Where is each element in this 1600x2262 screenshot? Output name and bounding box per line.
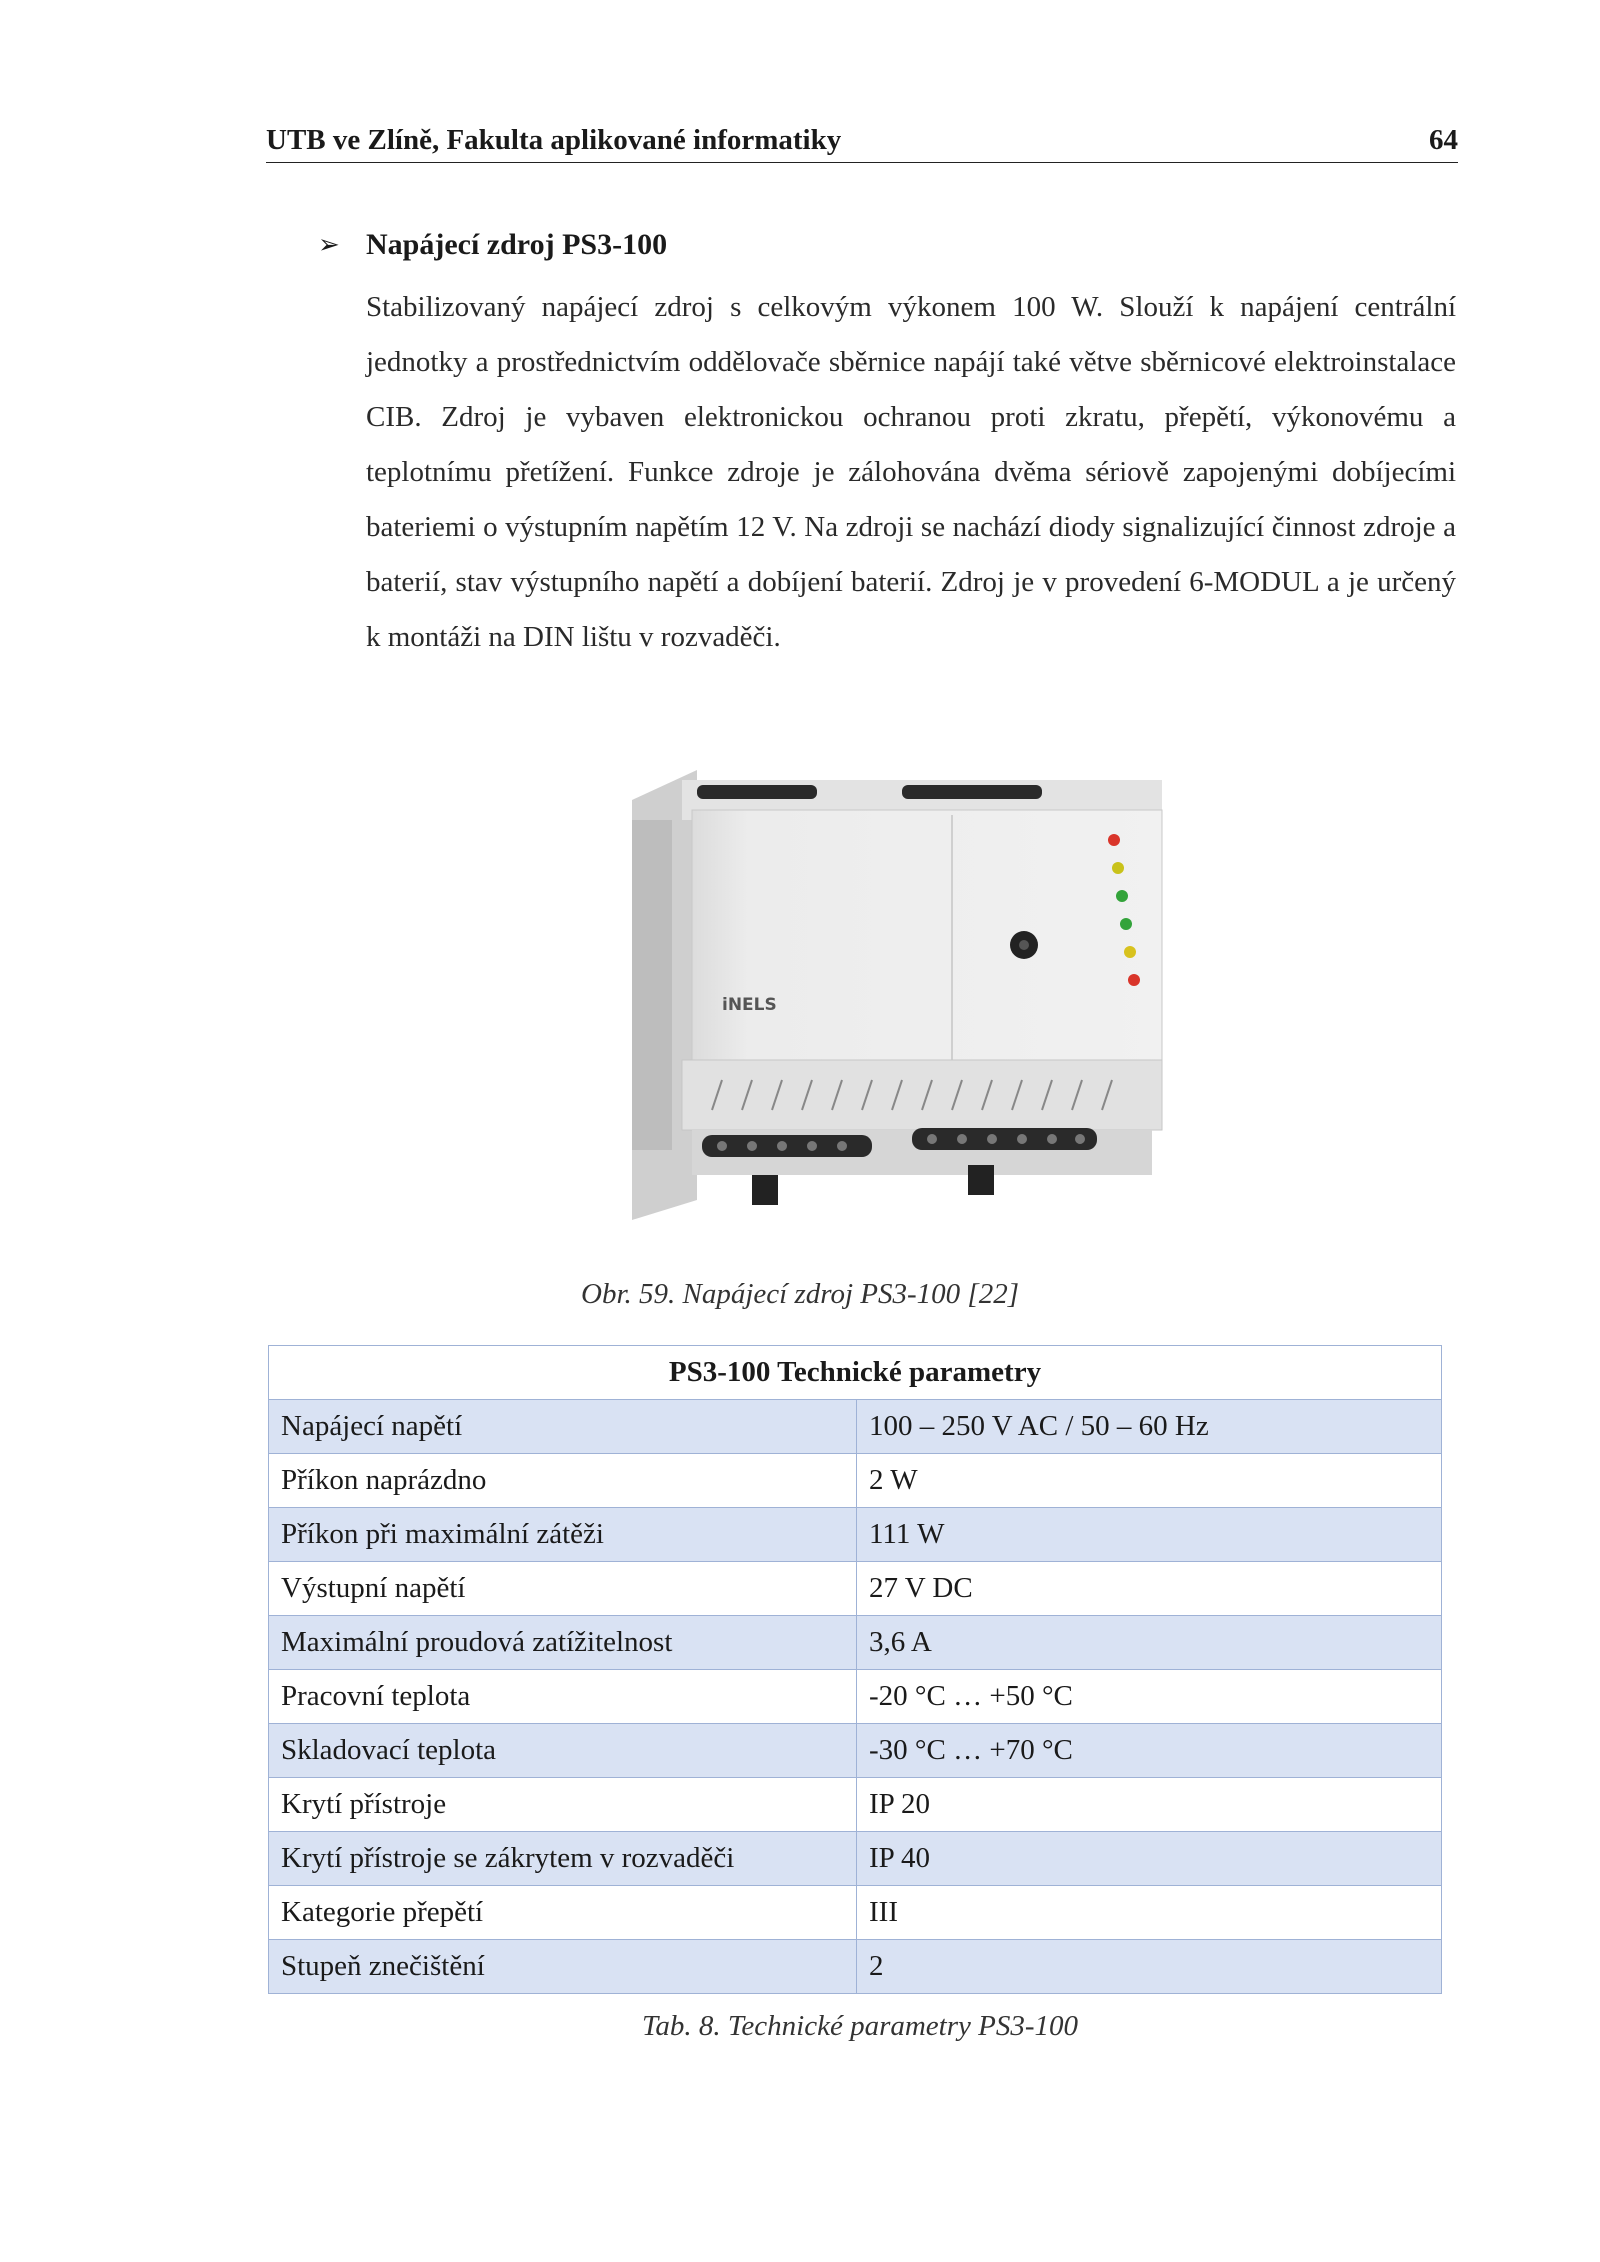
row-value: -30 °C … +70 °C — [857, 1724, 1442, 1778]
row-label: Pracovní teplota — [269, 1670, 857, 1724]
product-photo — [612, 760, 1172, 1230]
row-label: Krytí přístroje se zákrytem v rozvaděči — [269, 1832, 857, 1886]
led-indicator — [1120, 918, 1132, 930]
row-value: 111 W — [857, 1508, 1442, 1562]
table-row — [269, 1886, 1442, 1940]
header-title: UTB ve Zlíně, Fakulta aplikované informatiky — [266, 124, 842, 156]
led-indicator — [1124, 946, 1136, 958]
section-paragraph: Stabilizovaný napájecí zdroj s celkovým výkonem 100 W. Slouží k napájení centrální jednotky a prostřednictvím oddělovače sběrnice napájí také větve sběrnicové elektroinstalace CIB. Zdroj je vybaven elektronickou ochranou proti zkratu, přepětí, výkonovému a teplotnímu přetížení. Funkce zdroje je zálohována dvěma sériově zapojenými dobíjecími bateriemi o výstupním napětím 12 V. Na zdroji se nachází diody signalizující činnost zdroje a baterií, stav výstupního napětí a dobíjení baterií. Zdroj je v provedení 6-MODUL a je určený k montáži na DIN lištu v rozvaděči. — [366, 291, 1456, 653]
table-row — [269, 1616, 1442, 1670]
page-header — [266, 122, 1458, 163]
row-value: 27 V DC — [857, 1562, 1442, 1616]
table-row — [269, 1400, 1442, 1454]
section-title: Napájecí zdroj PS3-100 — [366, 228, 668, 261]
parameters-table — [268, 1345, 1442, 1994]
row-label: Skladovací teplota — [269, 1724, 857, 1778]
row-value: 100 – 250 V AC / 50 – 60 Hz — [857, 1400, 1442, 1454]
table-row — [269, 1670, 1442, 1724]
row-label: Napájecí napětí — [269, 1400, 857, 1454]
table-row — [269, 1832, 1442, 1886]
page-number: 64 — [1429, 124, 1458, 156]
figure-caption: Obr. 59. Napájecí zdroj PS3-100 [22] — [581, 1278, 1019, 1310]
row-label: Příkon naprázdno — [269, 1454, 857, 1508]
led-indicator — [1128, 974, 1140, 986]
row-label: Maximální proudová zatížitelnost — [269, 1616, 857, 1670]
row-value: -20 °C … +50 °C — [857, 1670, 1442, 1724]
row-value: 2 W — [857, 1454, 1442, 1508]
table-title: PS3-100 Technické parametry — [269, 1346, 1442, 1400]
led-indicator — [1116, 890, 1128, 902]
row-label: Stupeň znečištění — [269, 1940, 857, 1994]
led-indicator — [1108, 834, 1120, 846]
table-row — [269, 1562, 1442, 1616]
table-row — [269, 1940, 1442, 1994]
row-value: IP 40 — [857, 1832, 1442, 1886]
table-row — [269, 1778, 1442, 1832]
row-label: Příkon při maximální zátěži — [269, 1508, 857, 1562]
table-row — [269, 1724, 1442, 1778]
table-caption: Tab. 8. Technické parametry PS3-100 — [641, 2010, 1079, 2042]
led-indicator — [1112, 862, 1124, 874]
row-label: Kategorie přepětí — [269, 1886, 857, 1940]
brand-logo: iNELS — [722, 995, 777, 1015]
table-row — [269, 1508, 1442, 1562]
table-row — [269, 1454, 1442, 1508]
row-label: Krytí přístroje — [269, 1778, 857, 1832]
row-value: III — [857, 1886, 1442, 1940]
row-label: Výstupní napětí — [269, 1562, 857, 1616]
bullet-arrow-icon: ➢ — [318, 230, 340, 259]
row-value: IP 20 — [857, 1778, 1442, 1832]
row-value: 2 — [857, 1940, 1442, 1994]
row-value: 3,6 A — [857, 1616, 1442, 1670]
